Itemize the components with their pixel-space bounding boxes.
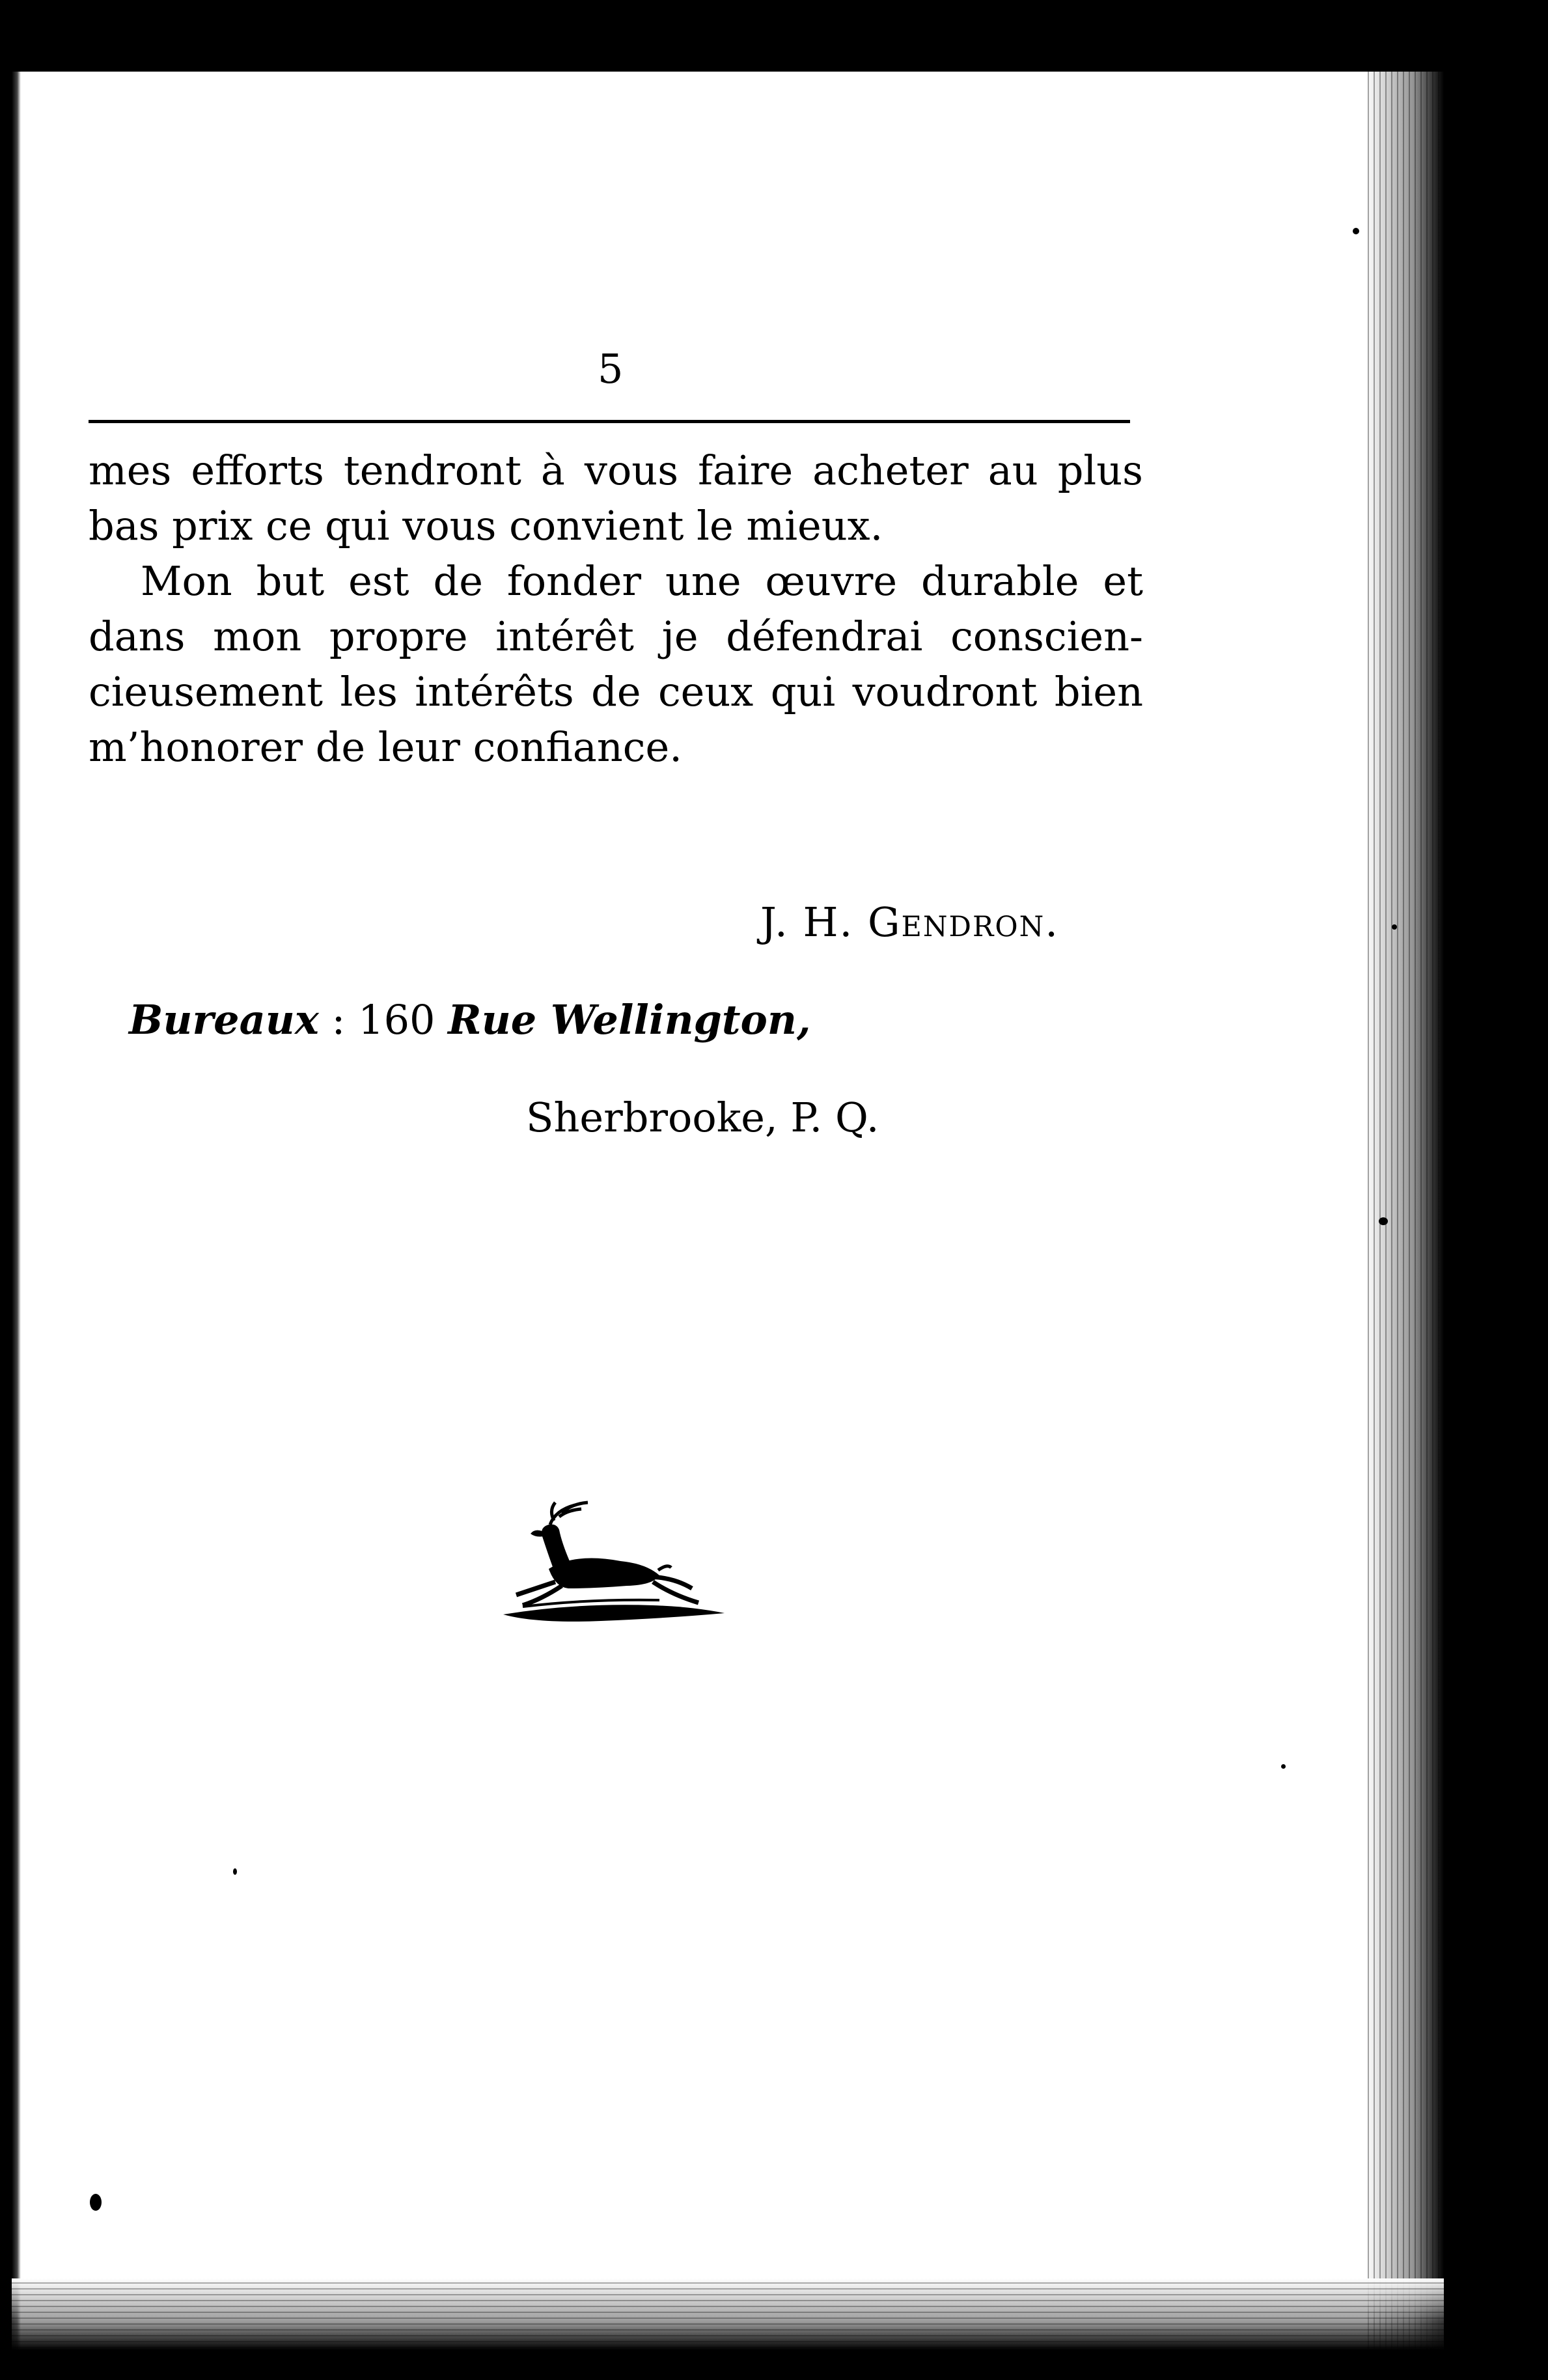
address-label: Bureaux: [129, 996, 319, 1044]
page-left-edge: [12, 72, 21, 2350]
text-line: cieusement les intérêts de ceux qui voudront bien: [89, 668, 1143, 715]
address-line: [129, 996, 811, 1044]
text-line: bas prix ce qui vous convient le mieux.: [89, 502, 883, 549]
book-page: [12, 72, 1444, 2350]
page-bottom-edge: [12, 2278, 1444, 2350]
page-speck: [1392, 924, 1397, 930]
text-line: dans mon propre intérêt je défendrai conscien-: [89, 613, 1143, 660]
page-speck: [1379, 1217, 1388, 1225]
page-speck: [1281, 1764, 1286, 1769]
body-text: [89, 443, 1143, 775]
address-number: : 160: [318, 996, 449, 1044]
signature-initials: J. H.: [760, 898, 868, 946]
header-rule: [89, 420, 1130, 423]
page-speck: [233, 1868, 237, 1875]
text-line: Mon but est de fonder une œuvre durable et: [141, 557, 1143, 605]
page-speck: [90, 2194, 102, 2211]
page-right-edge: [1366, 72, 1444, 2350]
leaping-deer-icon: [497, 1491, 731, 1634]
signature: [760, 898, 1059, 946]
address-city: Sherbrooke, P. Q.: [526, 1094, 879, 1141]
page-number: 5: [598, 345, 624, 393]
text-line: m’honorer de leur confiance.: [89, 723, 682, 771]
page-speck: [1353, 228, 1359, 234]
signature-surname: Gendron.: [867, 898, 1059, 946]
text-line: mes efforts tendront à vous faire acheter au plus: [89, 447, 1143, 494]
address-street: Rue Wellington,: [448, 996, 811, 1044]
